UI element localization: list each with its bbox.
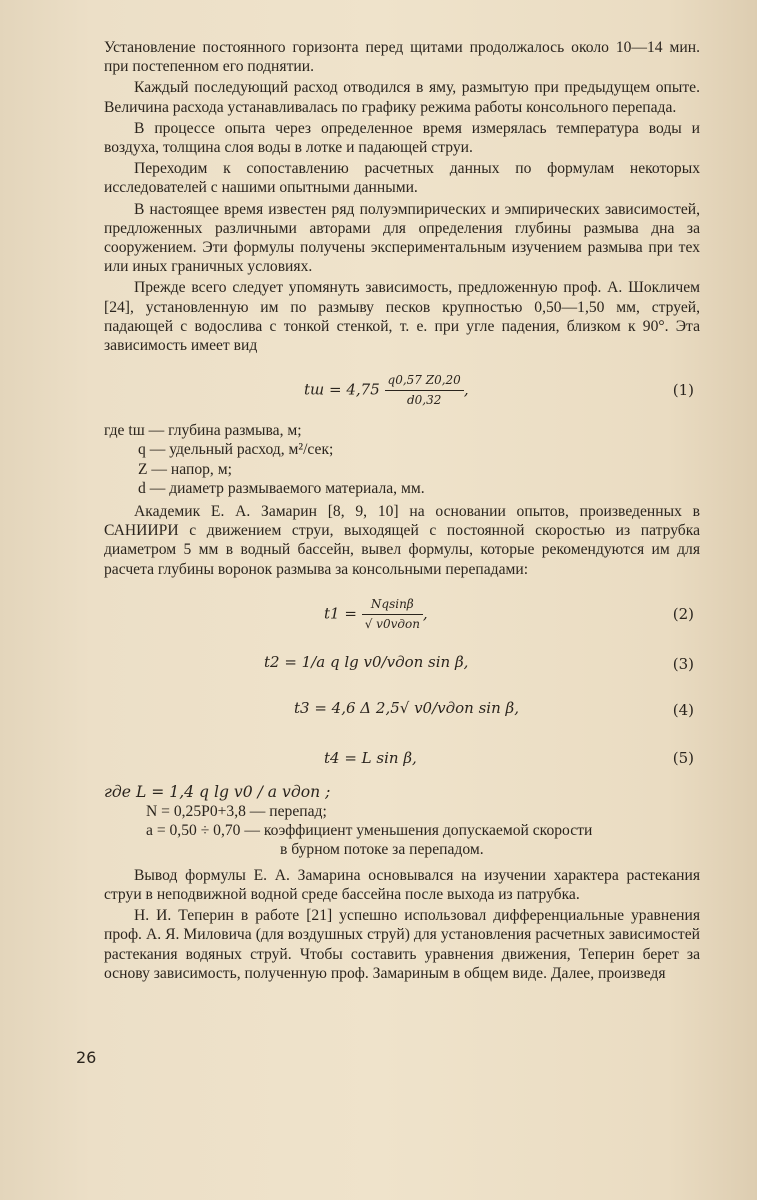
formula-1: tш = 4,75 $\frac{q0,57 Z0,20}{d0,32}$ , (1) <box>104 363 700 413</box>
legend-line: Z — напор, м; <box>138 460 232 478</box>
legend-line: где L = 1,4 q lg v0 / a vдоп ; <box>104 782 331 801</box>
page-body <box>104 38 700 983</box>
formula-2-denominator: √ v0vдоп <box>364 617 420 632</box>
paragraph: Установление постоянного горизонта перед щитами продолжалось около 10—14 мин. при постепенном его поднятии. <box>104 39 700 76</box>
paragraph: Каждый последующий расход отводился в яму, размытую при предыдущем опыте. Величина расхода устанавливалась по графику режима работы консольного перепада. <box>104 79 700 116</box>
legend-line: d — диаметр размываемого материала, мм. <box>138 479 425 497</box>
formula-2: t1 = $\frac{Nqsin\beta}{\text{√ v0vдоп}}$ , (2) <box>104 587 700 637</box>
formula-number: (5) <box>672 748 694 767</box>
formula-3-body: t2 = 1/a q lg v0/vдоп sin β, <box>264 652 469 671</box>
formula-1-lhs: tш = 4,75 <box>304 380 380 399</box>
page-number: 26 <box>76 1048 97 1067</box>
formula-3 <box>104 645 700 683</box>
formula-5-body: t4 = L sin β, <box>324 748 417 767</box>
paragraph: В настоящее время известен ряд полуэмпирических и эмпирических зависимостей, предложенных различными авторами для определения глубины размыва дна за сооружением. Эти формулы получены экспериментальным изучением размыва при тех или иных граничных условиях. <box>104 200 700 276</box>
paragraph: Академик Е. А. Замарин [8, 9, 10] на основании опытов, произведенных в САНИИРИ с движением струи, выходящей с постоянной скоростью из патрубка диаметром 5 мм в водный бассейн, вывел формулы, которые рекомендуются им для расчета глубины воронок размыва за консольными перепадами: <box>104 503 700 578</box>
paragraph: Вывод формулы Е. А. Замарина основывался на изучении характера растекания струи в неподвижной водной среде бассейна после выхода из патрубка. <box>104 866 700 903</box>
formula-2-lhs: t1 = <box>324 604 357 623</box>
formula-number: (2) <box>672 604 694 623</box>
formula-1-denominator: d0,32 <box>406 393 442 408</box>
formula-4-body: t3 = 4,6 Δ 2,5√ v0/vдоп sin β, <box>294 698 519 717</box>
legend-line: в бурном потоке за перепадом. <box>280 841 484 859</box>
legend-line: N = 0,25P0+3,8 — перепад; <box>146 803 327 821</box>
paragraph: Переходим к сопоставлению расчетных данных по формулам некоторых исследователей с нашими опытными данными. <box>104 160 700 197</box>
legend-2 <box>104 783 700 860</box>
legend-line: a = 0,50 ÷ 0,70 — коэффициент уменьшения допускаемой скорости <box>146 822 593 840</box>
legend-line: q — удельный расход, м²/сек; <box>138 441 334 459</box>
formula-2-numerator: Nqsinβ <box>362 595 423 615</box>
paragraph: Н. И. Теперин в работе [21] успешно использовал дифференциальные уравнения проф. А. Я. Миловича (для воздушных струй) для установления расчетных зависимостей растекания водяных струй. Чтобы составить уравнения движения, Теперин берет за основу зависимость, полученную проф. Замариным в общем виде. Далее, произведя <box>104 907 700 982</box>
legend-1 <box>104 421 700 498</box>
formula-number: (1) <box>672 381 694 400</box>
paragraph: В процессе опыта через определенное время измерялась температура воды и воздуха, толщина слоя воды в лотке и падающей струи. <box>104 119 700 157</box>
formula-number: (4) <box>672 700 694 719</box>
formula-5 <box>104 741 700 775</box>
formula-4 <box>104 691 700 733</box>
formula-1-numerator: q0,57 Z0,20 <box>385 371 464 391</box>
legend-line: где tш — глубина размыва, м; <box>104 422 302 440</box>
paragraph: Прежде всего следует упомянуть зависимость, предложенную проф. А. Шокличем [24], установленную им по размыву песков крупностью 0,50—1,50 мм, струей, падающей с водослива с тонкой стенкой, т. е. при угле падения, близком к 90°. Эта зависимость имеет вид <box>104 279 700 355</box>
formula-number: (3) <box>672 654 694 673</box>
